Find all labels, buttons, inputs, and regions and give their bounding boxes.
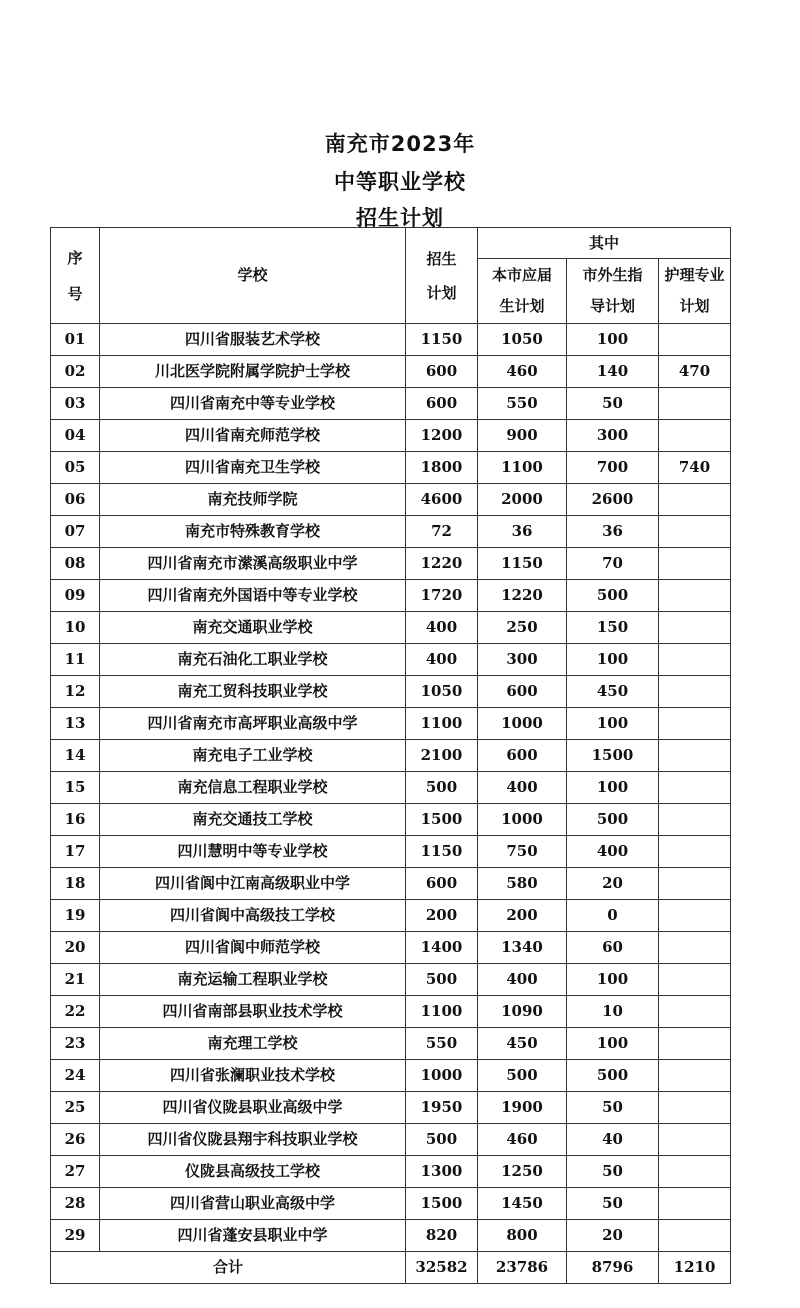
row-outside: 700 (567, 452, 659, 484)
row-nursing (659, 1220, 731, 1252)
row-number: 09 (51, 580, 100, 612)
row-school: 四川省南充中等专业学校 (100, 388, 406, 420)
table-row (51, 772, 731, 804)
row-plan: 72 (406, 516, 478, 548)
table-row (51, 1060, 731, 1092)
row-plan: 4600 (406, 484, 478, 516)
row-plan: 600 (406, 388, 478, 420)
table-body (51, 324, 731, 1252)
row-local: 1050 (478, 324, 567, 356)
row-outside: 100 (567, 1028, 659, 1060)
row-nursing (659, 900, 731, 932)
row-local: 36 (478, 516, 567, 548)
row-outside: 10 (567, 996, 659, 1028)
row-outside: 500 (567, 804, 659, 836)
row-nursing (659, 804, 731, 836)
row-nursing (659, 836, 731, 868)
total-local: 23786 (478, 1252, 567, 1284)
row-outside: 100 (567, 772, 659, 804)
row-local: 250 (478, 612, 567, 644)
table-row (51, 1124, 731, 1156)
row-plan: 550 (406, 1028, 478, 1060)
table-row (51, 452, 731, 484)
row-school: 四川省阆中师范学校 (100, 932, 406, 964)
row-number: 19 (51, 900, 100, 932)
row-outside: 100 (567, 324, 659, 356)
table-row (51, 964, 731, 996)
row-outside: 50 (567, 388, 659, 420)
row-local: 500 (478, 1060, 567, 1092)
row-school: 南充理工学校 (100, 1028, 406, 1060)
table-row (51, 676, 731, 708)
row-plan: 1000 (406, 1060, 478, 1092)
row-local: 580 (478, 868, 567, 900)
header-seq-label: 序号 (67, 248, 83, 303)
row-outside: 1500 (567, 740, 659, 772)
row-number: 10 (51, 612, 100, 644)
row-local: 1250 (478, 1156, 567, 1188)
row-school: 南充交通职业学校 (100, 612, 406, 644)
row-plan: 1950 (406, 1092, 478, 1124)
table-row (51, 516, 731, 548)
row-plan: 1800 (406, 452, 478, 484)
row-local: 1220 (478, 580, 567, 612)
header-seq (51, 228, 100, 324)
row-outside: 40 (567, 1124, 659, 1156)
table-row (51, 900, 731, 932)
row-outside: 50 (567, 1156, 659, 1188)
table-row (51, 1028, 731, 1060)
row-plan: 1220 (406, 548, 478, 580)
row-school: 仪陇县高级技工学校 (100, 1156, 406, 1188)
row-number: 24 (51, 1060, 100, 1092)
row-number: 16 (51, 804, 100, 836)
row-number: 03 (51, 388, 100, 420)
row-local: 2000 (478, 484, 567, 516)
row-school: 南充市特殊教育学校 (100, 516, 406, 548)
title-line-1: 南充市2023年 (324, 132, 476, 156)
header-plan (406, 228, 478, 324)
row-school: 四川省南充外国语中等专业学校 (100, 580, 406, 612)
row-outside: 20 (567, 868, 659, 900)
total-outside: 8796 (567, 1252, 659, 1284)
row-number: 08 (51, 548, 100, 580)
row-school: 南充石油化工职业学校 (100, 644, 406, 676)
table-row (51, 996, 731, 1028)
row-local: 1150 (478, 548, 567, 580)
row-outside: 50 (567, 1188, 659, 1220)
row-local: 1090 (478, 996, 567, 1028)
row-school: 四川省南部县职业技术学校 (100, 996, 406, 1028)
row-outside: 36 (567, 516, 659, 548)
header-nursing (659, 259, 731, 324)
row-local: 1340 (478, 932, 567, 964)
table-row (51, 1220, 731, 1252)
row-plan: 400 (406, 612, 478, 644)
row-plan: 1720 (406, 580, 478, 612)
row-number: 15 (51, 772, 100, 804)
table-row (51, 356, 731, 388)
row-school: 南充交通技工学校 (100, 804, 406, 836)
row-nursing (659, 740, 731, 772)
row-local: 900 (478, 420, 567, 452)
row-nursing (659, 1156, 731, 1188)
row-school: 四川省仪陇县翔宇科技职业学校 (100, 1124, 406, 1156)
row-school: 四川省南充卫生学校 (100, 452, 406, 484)
row-number: 25 (51, 1092, 100, 1124)
header-plan-label: 招生计划 (426, 249, 457, 302)
row-nursing (659, 324, 731, 356)
row-number: 07 (51, 516, 100, 548)
row-nursing (659, 516, 731, 548)
row-number: 26 (51, 1124, 100, 1156)
table-row (51, 1092, 731, 1124)
row-plan: 1100 (406, 708, 478, 740)
row-local: 1000 (478, 804, 567, 836)
enrollment-plan-table (50, 227, 731, 1284)
row-outside: 500 (567, 580, 659, 612)
row-school: 四川省蓬安县职业中学 (100, 1220, 406, 1252)
table-row (51, 932, 731, 964)
row-plan: 500 (406, 772, 478, 804)
row-number: 29 (51, 1220, 100, 1252)
table-row (51, 836, 731, 868)
title-line-2: 中等职业学校 (334, 170, 466, 194)
row-plan: 400 (406, 644, 478, 676)
row-nursing (659, 484, 731, 516)
header-outside (567, 259, 659, 324)
header-outside-label: 市外生指导计划 (582, 266, 643, 315)
table-row (51, 804, 731, 836)
row-number: 14 (51, 740, 100, 772)
row-plan: 1400 (406, 932, 478, 964)
row-plan: 200 (406, 900, 478, 932)
row-outside: 2600 (567, 484, 659, 516)
row-local: 550 (478, 388, 567, 420)
row-local: 800 (478, 1220, 567, 1252)
total-nursing: 1210 (659, 1252, 731, 1284)
row-school: 四川省张澜职业技术学校 (100, 1060, 406, 1092)
row-outside: 50 (567, 1092, 659, 1124)
row-number: 21 (51, 964, 100, 996)
row-number: 01 (51, 324, 100, 356)
row-plan: 600 (406, 356, 478, 388)
row-number: 18 (51, 868, 100, 900)
row-school: 南充工贸科技职业学校 (100, 676, 406, 708)
title-line-3: 招生计划 (356, 206, 444, 230)
table-row (51, 868, 731, 900)
row-nursing (659, 580, 731, 612)
row-number: 02 (51, 356, 100, 388)
row-plan: 1200 (406, 420, 478, 452)
row-nursing (659, 708, 731, 740)
table-row (51, 1156, 731, 1188)
row-number: 11 (51, 644, 100, 676)
row-local: 750 (478, 836, 567, 868)
table-row (51, 740, 731, 772)
row-plan: 1500 (406, 804, 478, 836)
table-row (51, 580, 731, 612)
table-row (51, 420, 731, 452)
row-local: 200 (478, 900, 567, 932)
row-plan: 2100 (406, 740, 478, 772)
row-nursing (659, 1124, 731, 1156)
row-nursing (659, 1092, 731, 1124)
row-outside: 400 (567, 836, 659, 868)
row-nursing (659, 932, 731, 964)
row-nursing (659, 996, 731, 1028)
row-local: 400 (478, 772, 567, 804)
row-nursing (659, 612, 731, 644)
row-school: 四川省仪陇县职业高级中学 (100, 1092, 406, 1124)
row-nursing (659, 548, 731, 580)
row-outside: 100 (567, 644, 659, 676)
row-plan: 600 (406, 868, 478, 900)
row-plan: 1100 (406, 996, 478, 1028)
table-row (51, 1188, 731, 1220)
row-outside: 300 (567, 420, 659, 452)
row-local: 450 (478, 1028, 567, 1060)
total-plan: 32582 (406, 1252, 478, 1284)
table-row (51, 708, 731, 740)
row-nursing: 740 (659, 452, 731, 484)
row-nursing (659, 644, 731, 676)
row-local: 1900 (478, 1092, 567, 1124)
row-nursing (659, 420, 731, 452)
table-row (51, 548, 731, 580)
row-school: 四川省南充市潆溪高级职业中学 (100, 548, 406, 580)
row-outside: 100 (567, 964, 659, 996)
row-local: 1450 (478, 1188, 567, 1220)
header-local (478, 259, 567, 324)
row-school: 四川省南充市高坪职业高级中学 (100, 708, 406, 740)
row-school: 四川省营山职业高级中学 (100, 1188, 406, 1220)
row-number: 28 (51, 1188, 100, 1220)
row-plan: 1050 (406, 676, 478, 708)
table-row (51, 644, 731, 676)
row-nursing (659, 964, 731, 996)
header-school: 学校 (100, 228, 406, 324)
row-plan: 820 (406, 1220, 478, 1252)
table-row (51, 612, 731, 644)
header-row-1 (51, 228, 731, 259)
row-outside: 500 (567, 1060, 659, 1092)
row-nursing (659, 1060, 731, 1092)
header-nursing-label: 护理专业计划 (664, 266, 725, 315)
row-local: 1000 (478, 708, 567, 740)
row-number: 17 (51, 836, 100, 868)
row-school: 南充信息工程职业学校 (100, 772, 406, 804)
total-label: 合计 (51, 1252, 406, 1284)
row-outside: 150 (567, 612, 659, 644)
row-number: 12 (51, 676, 100, 708)
table-row (51, 484, 731, 516)
row-local: 1100 (478, 452, 567, 484)
row-school: 南充技师学院 (100, 484, 406, 516)
row-nursing (659, 868, 731, 900)
table-row (51, 388, 731, 420)
row-nursing (659, 1028, 731, 1060)
row-plan: 1500 (406, 1188, 478, 1220)
row-nursing (659, 676, 731, 708)
row-number: 23 (51, 1028, 100, 1060)
row-school: 川北医学院附属学院护士学校 (100, 356, 406, 388)
row-plan: 1150 (406, 324, 478, 356)
row-local: 600 (478, 740, 567, 772)
row-local: 460 (478, 356, 567, 388)
total-row (51, 1252, 731, 1284)
row-plan: 500 (406, 964, 478, 996)
row-number: 05 (51, 452, 100, 484)
row-school: 四川省服装艺术学校 (100, 324, 406, 356)
row-number: 27 (51, 1156, 100, 1188)
header-of-which: 其中 (478, 228, 731, 259)
row-nursing (659, 772, 731, 804)
table-row (51, 324, 731, 356)
row-nursing (659, 388, 731, 420)
row-local: 600 (478, 676, 567, 708)
row-outside: 450 (567, 676, 659, 708)
row-school: 四川省阆中江南高级职业中学 (100, 868, 406, 900)
row-number: 22 (51, 996, 100, 1028)
row-school: 四川省阆中高级技工学校 (100, 900, 406, 932)
row-plan: 500 (406, 1124, 478, 1156)
row-nursing (659, 1188, 731, 1220)
row-outside: 70 (567, 548, 659, 580)
row-outside: 100 (567, 708, 659, 740)
header-local-label: 本市应届生计划 (491, 266, 552, 315)
row-local: 400 (478, 964, 567, 996)
row-school: 南充电子工业学校 (100, 740, 406, 772)
row-outside: 140 (567, 356, 659, 388)
row-school: 四川省南充师范学校 (100, 420, 406, 452)
row-outside: 0 (567, 900, 659, 932)
row-local: 300 (478, 644, 567, 676)
row-number: 13 (51, 708, 100, 740)
row-number: 06 (51, 484, 100, 516)
row-local: 460 (478, 1124, 567, 1156)
row-outside: 60 (567, 932, 659, 964)
row-school: 南充运输工程职业学校 (100, 964, 406, 996)
row-nursing: 470 (659, 356, 731, 388)
row-outside: 20 (567, 1220, 659, 1252)
row-plan: 1300 (406, 1156, 478, 1188)
row-number: 04 (51, 420, 100, 452)
row-school: 四川慧明中等专业学校 (100, 836, 406, 868)
row-number: 20 (51, 932, 100, 964)
row-plan: 1150 (406, 836, 478, 868)
